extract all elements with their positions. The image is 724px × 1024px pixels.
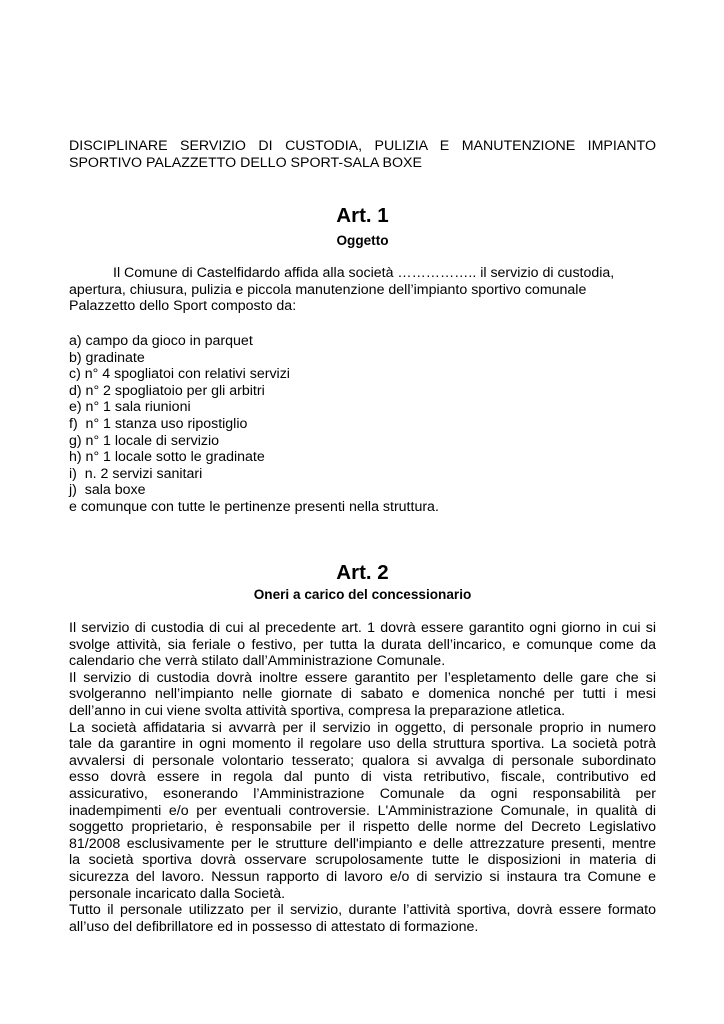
paragraph-line: sicurezza del lavoro. Nessun rapporto di lavoro e/o di servizio si instaura tra Comune e [69,868,656,885]
paragraph-line: soggetto proprietario, è responsabile per il rispetto delle norme del Decreto Legislativo [69,819,656,836]
paragraph-line: La società affidataria si avvarrà per il servizio in oggetto, di personale proprio in numero [69,719,656,736]
list-item: e) n° 1 sala riunioni [69,399,191,416]
paragraph-line: la società sportiva dovrà osservare scrupolosamente tutte le disposizioni in materia di [69,852,656,869]
intro-line: Palazzetto dello Sport composto da: [69,298,297,315]
list-item: g) n° 1 locale di servizio [69,432,219,449]
title-line: SPORTIVO PALAZZETTO DELLO SPORT-SALA BOXE [69,154,422,171]
paragraph-line: personale incaricato dalla Società. [69,885,286,902]
list-item: a) campo da gioco in parquet [69,333,253,349]
paragraph-line: dell’anno in cui viene svolta attività sportiva, compresa la preparazione atletica. [69,702,566,719]
list-item: b) gradinate [69,349,145,366]
art1-item-list [69,333,656,516]
intro-line: apertura, chiusura, pulizia e piccola manutenzione dell’impianto sportivo comunale [69,281,587,298]
paragraph-line: inadempimenti e/o per eventuali controversie. L'Amministrazione Comunale, in qualità di [69,802,656,819]
art2-subtitle: Oneri a carico del concessionario [253,587,472,602]
list-item: i) n. 2 servizi sanitari [69,465,203,482]
art1-intro [69,265,656,315]
art1-subtitle: Oggetto [336,233,389,248]
paragraph [69,670,656,720]
paragraph-line: svolgeranno nell’impianto nelle giornate di sabato e domenica nonché per tutti i mesi [69,686,656,703]
paragraph [69,902,656,935]
paragraph [69,620,656,670]
paragraph-line: avvalersi di personale volontario tesserato; qualora si avvalga di personale subordinato [69,752,656,769]
paragraph-line: all’uso del defibrillatore ed in possesso di attestato di formazione. [69,918,479,935]
paragraph-line: Il servizio di custodia dovrà inoltre essere garantito per l’espletamento delle gare che si [69,669,656,686]
paragraph-line: tale da garantire in ogni momento il regolare uso della struttura sportiva. La società potrà [69,736,656,753]
art2-heading: Art. 2 [336,561,389,584]
paragraph-line: assicurativo, esonerando l’Amministrazione Comunale da ogni responsabilità per [69,785,656,802]
paragraph-line: esso dovrà essere in regola dal punto di vista retributivo, fiscale, contributivo ed [69,769,656,786]
document-title [69,138,656,171]
list-item: e comunque con tutte le pertinenze presenti nella struttura. [69,498,439,515]
list-item: d) n° 2 spogliatoio per gli arbitri [69,382,265,399]
paragraph [69,720,656,903]
paragraph-line: calendario che verrà stilato dall’Amministrazione Comunale. [69,653,446,670]
list-item: c) n° 4 spogliatoi con relativi servizi [69,366,290,383]
list-item: f) n° 1 stanza uso ripostiglio [69,415,248,432]
list-item: h) n° 1 locale sotto le gradinate [69,449,265,466]
paragraph-line: Tutto il personale utilizzato per il servizio, durante l’attività sportiva, dovrà essere formato [69,902,656,919]
art1-heading: Art. 1 [336,204,389,227]
paragraph-line: 81/2008 esclusivamente per le strutture dell'impianto e delle attrezzature presenti, mentre [69,835,656,852]
intro-line: Il Comune di Castelfidardo affida alla società …………….. il servizio di custodia, [113,265,615,281]
paragraph-line: svolge attività, sia feriale o festivo, per tutta la durata dell’incarico, e comunque come da [69,636,656,653]
art2-body [69,620,656,935]
paragraph-line: Il servizio di custodia di cui al precedente art. 1 dovrà essere garantito ogni giorno in cui si [69,620,656,636]
list-item: j) sala boxe [69,482,146,499]
title-line: DISCIPLINARE SERVIZIO DI CUSTODIA, PULIZIA E MANUTENZIONE IMPIANTO [69,138,656,154]
